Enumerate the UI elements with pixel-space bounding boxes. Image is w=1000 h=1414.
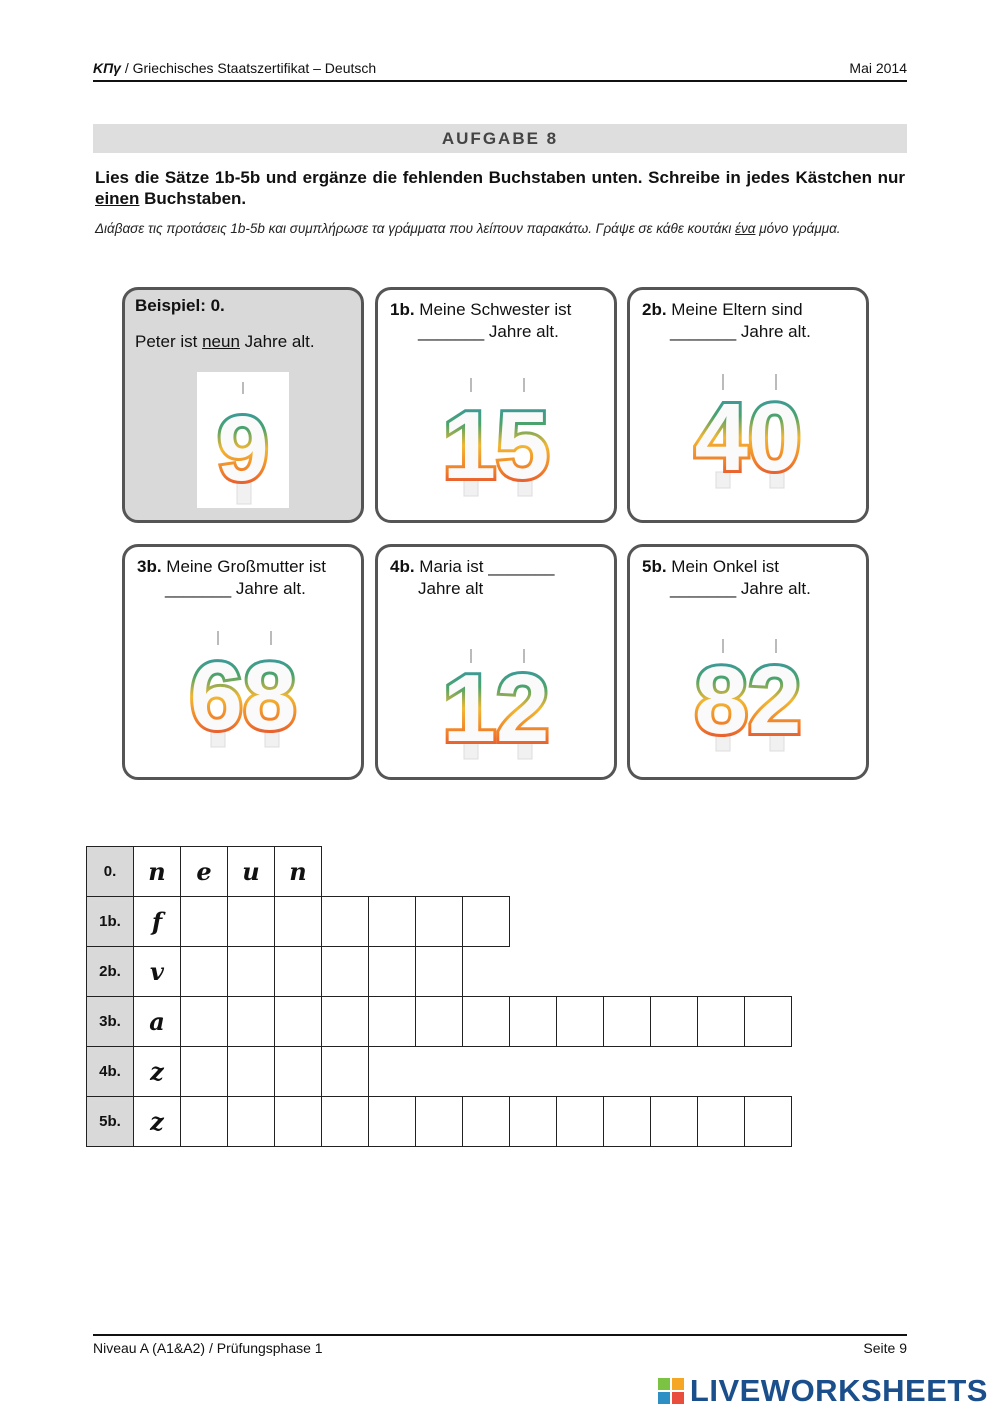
letter-box[interactable] xyxy=(416,997,463,1047)
card-blank-line: _______ Jahre alt. xyxy=(670,322,811,341)
answer-row xyxy=(87,1097,792,1147)
letter-box[interactable] xyxy=(745,997,792,1047)
letter-box: n xyxy=(275,847,322,897)
instructions-german: Lies die Sätze 1b-5b und ergänze die fehlenden Buchstaben unten. Schreibe in jedes Kästchen nur einen Buchstaben. xyxy=(95,168,905,208)
card-blank-line: _______ Jahre alt. xyxy=(418,322,559,341)
answer-grid xyxy=(86,846,792,1147)
card-blank-line: Jahre alt xyxy=(418,579,484,598)
card-3b xyxy=(122,544,364,780)
card-label: 3b. xyxy=(137,557,162,576)
card-5b xyxy=(627,544,869,780)
letter-box[interactable] xyxy=(275,997,322,1047)
grid-spacer xyxy=(698,847,745,897)
candle-image xyxy=(630,617,866,767)
grid-spacer xyxy=(557,897,604,947)
grid-spacer xyxy=(698,1047,745,1097)
grid-spacer xyxy=(463,847,510,897)
letter-box[interactable] xyxy=(181,947,228,997)
grid-spacer xyxy=(651,947,698,997)
letter-box[interactable] xyxy=(463,1097,510,1147)
answer-row xyxy=(87,997,792,1047)
answer-row-label: 4b. xyxy=(87,1047,134,1097)
letter-box: u xyxy=(228,847,275,897)
letter-box[interactable] xyxy=(651,997,698,1047)
letter-box[interactable] xyxy=(369,947,416,997)
candle-image xyxy=(125,617,361,767)
letter-box[interactable] xyxy=(416,947,463,997)
candle-number: 40 xyxy=(694,384,802,491)
grid-spacer xyxy=(416,847,463,897)
grid-spacer xyxy=(604,897,651,947)
page-footer xyxy=(93,1334,907,1356)
footer-level: Niveau A (A1&A2) / Prüfungsphase 1 xyxy=(93,1340,323,1356)
answer-row xyxy=(87,947,792,997)
answer-row-label: 2b. xyxy=(87,947,134,997)
letter-box[interactable] xyxy=(557,997,604,1047)
task-title: AUFGABE 8 xyxy=(93,124,907,153)
letter-box[interactable] xyxy=(275,1097,322,1147)
grid-spacer xyxy=(604,847,651,897)
letter-box[interactable]: z xyxy=(134,1097,181,1147)
candle-number: 68 xyxy=(189,643,297,750)
letter-box[interactable] xyxy=(369,1097,416,1147)
grid-spacer xyxy=(322,847,369,897)
letter-box[interactable] xyxy=(698,997,745,1047)
grid-spacer xyxy=(510,947,557,997)
example-title: Beispiel: 0. xyxy=(135,296,225,315)
card-label: 4b. xyxy=(390,557,415,576)
letter-box[interactable] xyxy=(322,997,369,1047)
letter-box[interactable] xyxy=(181,997,228,1047)
candle-image xyxy=(630,360,866,510)
letter-box[interactable]: f xyxy=(134,897,181,947)
instructions-greek: Διάβασε τις προτάσεις 1b-5b και συμπλήρωσε τα γράμματα που λείπουν παρακάτω. Γράψε σε κάθε κουτάκι ένα μόνο γράμμα. xyxy=(95,221,841,236)
letter-box[interactable] xyxy=(228,1097,275,1147)
letter-box[interactable]: z xyxy=(134,1047,181,1097)
card-label: 1b. xyxy=(390,300,415,319)
answer-row-label: 1b. xyxy=(87,897,134,947)
answer-row-label: 3b. xyxy=(87,997,134,1047)
letter-box[interactable] xyxy=(275,897,322,947)
grid-spacer xyxy=(369,1047,416,1097)
grid-spacer xyxy=(510,1047,557,1097)
letter-box[interactable] xyxy=(322,947,369,997)
card-sentence: Meine Großmutter ist xyxy=(161,557,326,576)
answer-row-label: 0. xyxy=(87,847,134,897)
letter-box[interactable]: a xyxy=(134,997,181,1047)
answer-row xyxy=(87,1047,792,1097)
letter-box[interactable] xyxy=(228,1047,275,1097)
card-sentence: Meine Schwester ist xyxy=(414,300,572,319)
letter-box[interactable] xyxy=(557,1097,604,1147)
answer-row xyxy=(87,847,792,897)
letter-box[interactable] xyxy=(228,897,275,947)
letter-box[interactable] xyxy=(181,1047,228,1097)
grid-spacer xyxy=(557,1047,604,1097)
grid-spacer xyxy=(604,947,651,997)
grid-spacer xyxy=(651,847,698,897)
card-1b xyxy=(375,287,617,523)
candle-image xyxy=(378,360,614,510)
liveworksheets-logo xyxy=(658,1374,988,1408)
card-label: 2b. xyxy=(642,300,667,319)
card-4b xyxy=(375,544,617,780)
letter-box[interactable] xyxy=(698,1097,745,1147)
answer-row xyxy=(87,897,792,947)
header-separator: / xyxy=(120,60,133,76)
grid-spacer xyxy=(510,847,557,897)
grid-spacer xyxy=(463,1047,510,1097)
example-card xyxy=(122,287,364,523)
header-title: Griechisches Staatszertifikat – Deutsch xyxy=(132,60,377,76)
letter-box[interactable] xyxy=(228,997,275,1047)
letter-box[interactable] xyxy=(463,997,510,1047)
grid-spacer xyxy=(557,947,604,997)
card-2b xyxy=(627,287,869,523)
card-blank-line: _______ Jahre alt. xyxy=(670,579,811,598)
card-blank-line: _______ Jahre alt. xyxy=(165,579,306,598)
card-label: 5b. xyxy=(642,557,667,576)
letter-box: e xyxy=(181,847,228,897)
grid-spacer xyxy=(604,1047,651,1097)
letter-box[interactable] xyxy=(228,947,275,997)
candle-image xyxy=(378,617,614,767)
grid-spacer xyxy=(651,1047,698,1097)
grid-spacer xyxy=(745,947,792,997)
grid-spacer xyxy=(510,897,557,947)
letter-box[interactable] xyxy=(322,1047,369,1097)
candle-number: 15 xyxy=(442,392,550,499)
grid-spacer xyxy=(463,947,510,997)
grid-spacer xyxy=(557,847,604,897)
letter-box[interactable] xyxy=(510,1097,557,1147)
card-sentence: Mein Onkel ist xyxy=(666,557,779,576)
grid-spacer xyxy=(698,947,745,997)
page-header xyxy=(93,60,907,82)
letter-box[interactable] xyxy=(181,897,228,947)
letter-box[interactable] xyxy=(510,997,557,1047)
footer-page-number: Seite 9 xyxy=(863,1340,907,1356)
candle-number: 12 xyxy=(442,655,550,762)
letter-box[interactable] xyxy=(322,1097,369,1147)
letter-box[interactable] xyxy=(275,947,322,997)
grid-spacer xyxy=(745,847,792,897)
header-brand: ΚΠγ xyxy=(93,60,121,76)
card-sentence: Meine Eltern sind xyxy=(666,300,803,319)
grid-spacer xyxy=(651,897,698,947)
grid-spacer xyxy=(745,1047,792,1097)
letter-box[interactable] xyxy=(416,1097,463,1147)
liveworksheets-icon xyxy=(658,1378,684,1404)
letter-box[interactable] xyxy=(651,1097,698,1147)
letter-box[interactable] xyxy=(463,897,510,947)
card-sentence: Maria ist _______ xyxy=(414,557,555,576)
example-sentence: Peter ist neun Jahre alt. xyxy=(135,332,315,351)
letter-box[interactable] xyxy=(181,1097,228,1147)
letter-box[interactable] xyxy=(745,1097,792,1147)
header-date: Mai 2014 xyxy=(849,60,907,76)
answer-row-label: 5b. xyxy=(87,1097,134,1147)
candle-photo xyxy=(197,372,289,508)
grid-spacer xyxy=(698,897,745,947)
letter-box[interactable] xyxy=(322,897,369,947)
candle-number: 82 xyxy=(694,647,802,754)
letter-box[interactable] xyxy=(369,897,416,947)
letter-box[interactable]: v xyxy=(134,947,181,997)
grid-spacer xyxy=(416,1047,463,1097)
letter-box[interactable] xyxy=(416,897,463,947)
grid-spacer xyxy=(745,897,792,947)
letter-box[interactable] xyxy=(604,997,651,1047)
candle-number: 9 xyxy=(217,398,269,500)
letter-box[interactable] xyxy=(369,997,416,1047)
grid-spacer xyxy=(369,847,416,897)
liveworksheets-text: LIVEWORKSHEETS xyxy=(689,1373,988,1408)
letter-box[interactable] xyxy=(275,1047,322,1097)
letter-box: n xyxy=(134,847,181,897)
letter-box[interactable] xyxy=(604,1097,651,1147)
